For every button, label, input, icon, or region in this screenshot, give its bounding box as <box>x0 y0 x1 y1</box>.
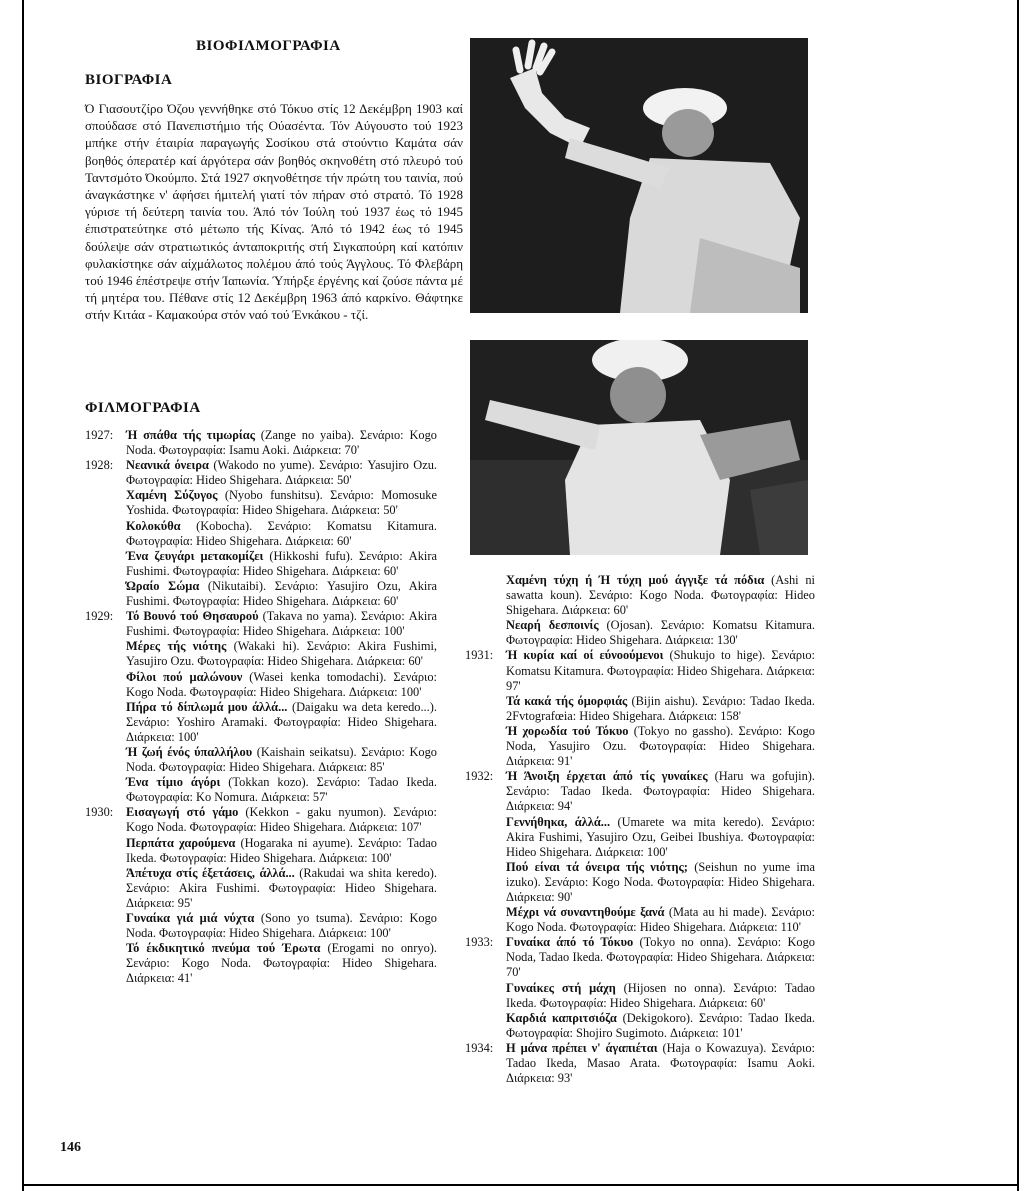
year-label: 1928: <box>85 458 114 473</box>
year-block-1932 <box>465 769 815 935</box>
year-block-1927 <box>85 428 437 458</box>
filmography-title: ΦΙΛΜΟΓΡΑΦΙΑ <box>85 400 201 416</box>
filmography-left-column <box>85 428 437 986</box>
film-entry: Γυναίκες στή μάχη (Hijosen no onna). Σενάριο: Tadao Ikeda. Φωτογραφία: Hideo Shigehara. Διάρκεια: 60' <box>506 980 815 1010</box>
film-entry: Νεαρή δεσποινίς (Ojosan). Σενάριο: Komatsu Kitamura. Φωτογραφία: Hideo Shigehara. Διάρκεια: 130' <box>506 618 815 648</box>
film-entry: Γυναίκα άπό τό Τόκυο (Tokyo no onna). Σενάριο: Kogo Noda, Tadao Ikeda. Φωτογραφία: Hideo Shigehara. Διάρκεια: 70' <box>506 935 815 980</box>
page-header: ΒΙΟΦΙΛΜΟΓΡΑΦΙΑ <box>196 38 341 54</box>
film-entry: Κολοκύθα (Kobocha). Σενάριο: Komatsu Kitamura. Φωτογραφία: Hideo Shigehara. Διάρκεια: 60' <box>126 518 437 548</box>
film-entry: Ένα τίμιο άγόρι (Tokkan kozo). Σενάριο: Tadao Ikeda. Φωτογραφία: Ko Nomura. Διάρκεια: 57' <box>126 775 437 805</box>
film-entry: Περπάτα χαρούμενα (Hogaraka ni ayume). Σενάριο: Tadao Ikeda. Φωτογραφία: Hideo Shigehara. Διάρκεια: 100' <box>126 835 437 865</box>
year-block-1930-cont <box>465 573 815 648</box>
frame-bottom-line <box>22 1184 1019 1186</box>
year-label: 1933: <box>465 935 494 950</box>
biography-paragraph: Ό Γιασουτζίρο Όζου γεννήθηκε στό Τόκυο στίς 12 Δεκέμβρη 1903 καί σπούδασε στό Πανεπιστήμιο τής Ούασέντα. Τόν Αύγουστο τού 1923 μπήκε στήν έταιρία παραγωγής Σοσίκου στά στούντιο Καμάτα σάν βοηθός όπερατέρ καί άργότερα σάν βοηθός σκηνοθέτη στό πλευρό τού Ταντσμότο Όκούμπο. Στά 1927 σκηνοθέτησε τήν πρώτη του ταινία, πού άναγκάστηκε ν' άφήσει ήμιτελή γιατί τόν πήραν στό στρατό. Τό 1928 γύρισε τή δεύτερη ταινία του. Άπό τόν Ίούλη τού 1937 έως τό 1945 έπιστρατεύτηκε στό μέτωπο τής Κίνας. Άπό τό 1942 έως τό 1945 δούλεψε σάν στρατιωτικός άνταποκριτής στή Σιγκαπούρη καί κατόπιν φυλακίστηκε σάν αίχμάλωτος πολέμου άπό τούς Άγγλους. Τό Φλεβάρη τού 1946 έπέστρεψε στήν Ίαπωνία. Ύπήρξε έργένης καί ζούσε πάντα μέ τή μητέρα του. Πέθανε στίς 12 Δεκέμβρη 1963 άπό καρκίνο. Θάφτηκε στήν Κιτάα - Καμακούρα στόν ναό τού Ένκάκου - τζί. <box>85 101 463 323</box>
filmography-right-column <box>465 573 815 1086</box>
film-entry: Πού είναι τά όνειρα τής νιότης; (Seishun no yume ima izuko). Σενάριο: Kogo Noda. Φωτογραφία: Hideo Shigehara. Διάρκεια: 90' <box>506 859 815 904</box>
biography-text <box>85 100 463 324</box>
film-entry: Φίλοι πού μαλώνουν (Wasei kenka tomodachi). Σενάριο: Kogo Noda. Φωτογραφία: Hideo Shigehara. Διάρκεια: 100' <box>126 669 437 699</box>
photo-ozu-pointing <box>470 340 808 555</box>
film-entry: Γυναίκα γιά μιά νύχτα (Sono yo tsuma). Σενάριο: Kogo Noda. Φωτογραφία: Hideo Shigehara. Διάρκεια: 100' <box>126 911 437 941</box>
frame-right-line <box>1017 0 1019 1191</box>
film-entry: Νεανικά όνειρα (Wakodo no yume). Σενάριο: Yasujiro Ozu. Φωτογραφία: Hideo Shigehara. Διάρκεια: 50' <box>126 458 438 488</box>
film-entry: Ή σπάθα τής τιμωρίας (Zange no yaiba). Σενάριο: Kogo Noda. Φωτογραφία: Isamu Aoki. Διάρκεια: 70' <box>126 428 437 458</box>
year-block-1931 <box>465 648 815 769</box>
film-entry: Καρδιά καπριτσιόζα (Dekigokoro). Σενάριο: Tadao Ikeda. Φωτογραφία: Shojiro Sugimoto. Διάρκεια: 101' <box>506 1010 816 1040</box>
film-entry: Τό Βουνό τού Θησαυρού (Takava no yama). Σενάριο: Akira Fushimi. Φωτογραφία: Hideo Shigehara. Διάρκεια: 100' <box>126 609 437 639</box>
year-block-1930 <box>85 805 437 986</box>
film-entry: Τό έκδικητικό πνεύμα τού Έρωτα (Erogami no onryo). Σενάριο: Kogo Noda. Φωτογραφία: Hideo Shigehara. Διάρκεια: 41' <box>126 941 437 986</box>
page-number: 146 <box>60 1140 81 1155</box>
year-label: 1929: <box>85 609 114 624</box>
year-block-1928 <box>85 458 437 609</box>
film-entry: Ώραίο Σώμα (Nikutaibi). Σενάριο: Yasujiro Ozu, Akira Fushimi. Φωτογραφία: Hideo Shigehara. Διάρκεια: 60' <box>126 578 437 609</box>
photo-ozu-directing <box>470 38 808 313</box>
year-label <box>465 573 506 648</box>
film-entry: Άπέτυχα στίς έξετάσεις, άλλά... (Rakudai wa shita keredo). Σενάριο: Akira Fushimi. Φωτογραφία: Hideo Shigehara. Διάρκεια: 95' <box>126 865 437 910</box>
film-entry: Μέρες τής νιότης (Wakaki hi). Σενάριο: Akira Fushimi, Yasujiro Ozu. Φωτογραφία: Hideo Shigehara. Διάρκεια: 60' <box>126 639 438 669</box>
year-label: 1927: <box>85 428 114 442</box>
year-block-1929 <box>85 609 437 805</box>
film-entry: Η μάνα πρέπει ν' άγαπιέται (Haja o Kowazuya). Σενάριο: Tadao Ikeda, Masao Arata. Φωτογραφία: Isamu Aoki. Διάρκεια: 93' <box>506 1040 815 1086</box>
year-label: 1931: <box>465 648 494 663</box>
film-entry: Ή Άνοιξη έρχεται άπό τίς γυναίκες (Haru wa gofujin). Σενάριο: Tadao Ikeda. Φωτογραφία: Hideo Shigehara. Διάρκεια: 94' <box>506 769 816 814</box>
film-entry: Πήρα τό δίπλωμά μου άλλά... (Daigaku wa deta keredo...). Σενάριο: Yoshiro Aramaki. Φωτογραφία: Hideo Shigehara. Διάρκεια: 100' <box>126 699 437 744</box>
year-block-1934 <box>465 1041 815 1086</box>
bio-title: ΒΙΟΓΡΑΦΙΑ <box>85 72 173 88</box>
film-entry: Χαμένη Σύζυγος (Nyobo funshitsu). Σενάριο: Momosuke Yoshida. Φωτογραφία: Hideo Shigehara. Διάρκεια: 50' <box>126 488 437 518</box>
year-label: 1932: <box>465 769 494 784</box>
frame-left-line <box>22 0 24 1191</box>
film-entry: Χαμένη τύχη ή Ή τύχη μού άγγιξε τά πόδια (Ashi ni sawatta koun). Σενάριο: Kogo Noda. Φωτογραφία: Hideo Shigehara. Διάρκεια: 60' <box>506 573 815 618</box>
film-entry: Ή ζωή ένός ύπαλλήλου (Kaishain seikatsu). Σενάριο: Kogo Noda. Φωτογραφία: Hideo Shigehara. Διάρκεια: 85' <box>126 744 437 775</box>
film-entry: Ένα ζευγάρι μετακομίζει (Hikkoshi fufu). Σενάριο: Akira Fushimi. Φωτογραφία: Hideo Shigehara. Διάρκεια: 60' <box>126 548 437 578</box>
year-label: 1934: <box>465 1040 494 1055</box>
film-entry: Ή χορωδία τού Τόκυο (Tokyo no gassho). Σενάριο: Kogo Noda, Yasujiro Ozu. Φωτογραφία: Hideo Shigehara. Διάρκεια: 91' <box>506 723 816 769</box>
film-entry: Μέχρι νά συναντηθούμε ξανά (Mata au hi made). Σενάριο: Kogo Noda. Φωτογραφία: Hideo Shigehara. Διάρκεια: 110' <box>506 905 815 935</box>
year-label: 1930: <box>85 805 114 820</box>
film-entry: Τά κακά τής όμορφιάς (Bijin aishu). Σενάριο: Tadao Ikeda. 2Fvtografœia: Hideo Shigehara. Διάρκεια: 158' <box>506 693 815 723</box>
film-entry: Εισαγωγή στό γάμο (Kekkon - gaku nyumon). Σενάριο: Kogo Noda. Φωτογραφία: Hideo Shigehara. Διάρκεια: 107' <box>126 805 437 835</box>
film-entry: Γεννήθηκα, άλλά... (Umarete wa mita keredo). Σενάριο: Akira Fushimi, Yasujiro Ozu, Geibei Ibushiya. Φωτογραφία: Hideo Shigehara. Διάρκεια: 100' <box>506 814 815 859</box>
year-block-1933 <box>465 935 815 1041</box>
film-entry: Ή κυρία καί οί εύνοούμενοι (Shukujo to hige). Σενάριο: Komatsu Kitamura. Φωτογραφία: Hideo Shigehara. Διάρκεια: 97' <box>506 648 815 693</box>
